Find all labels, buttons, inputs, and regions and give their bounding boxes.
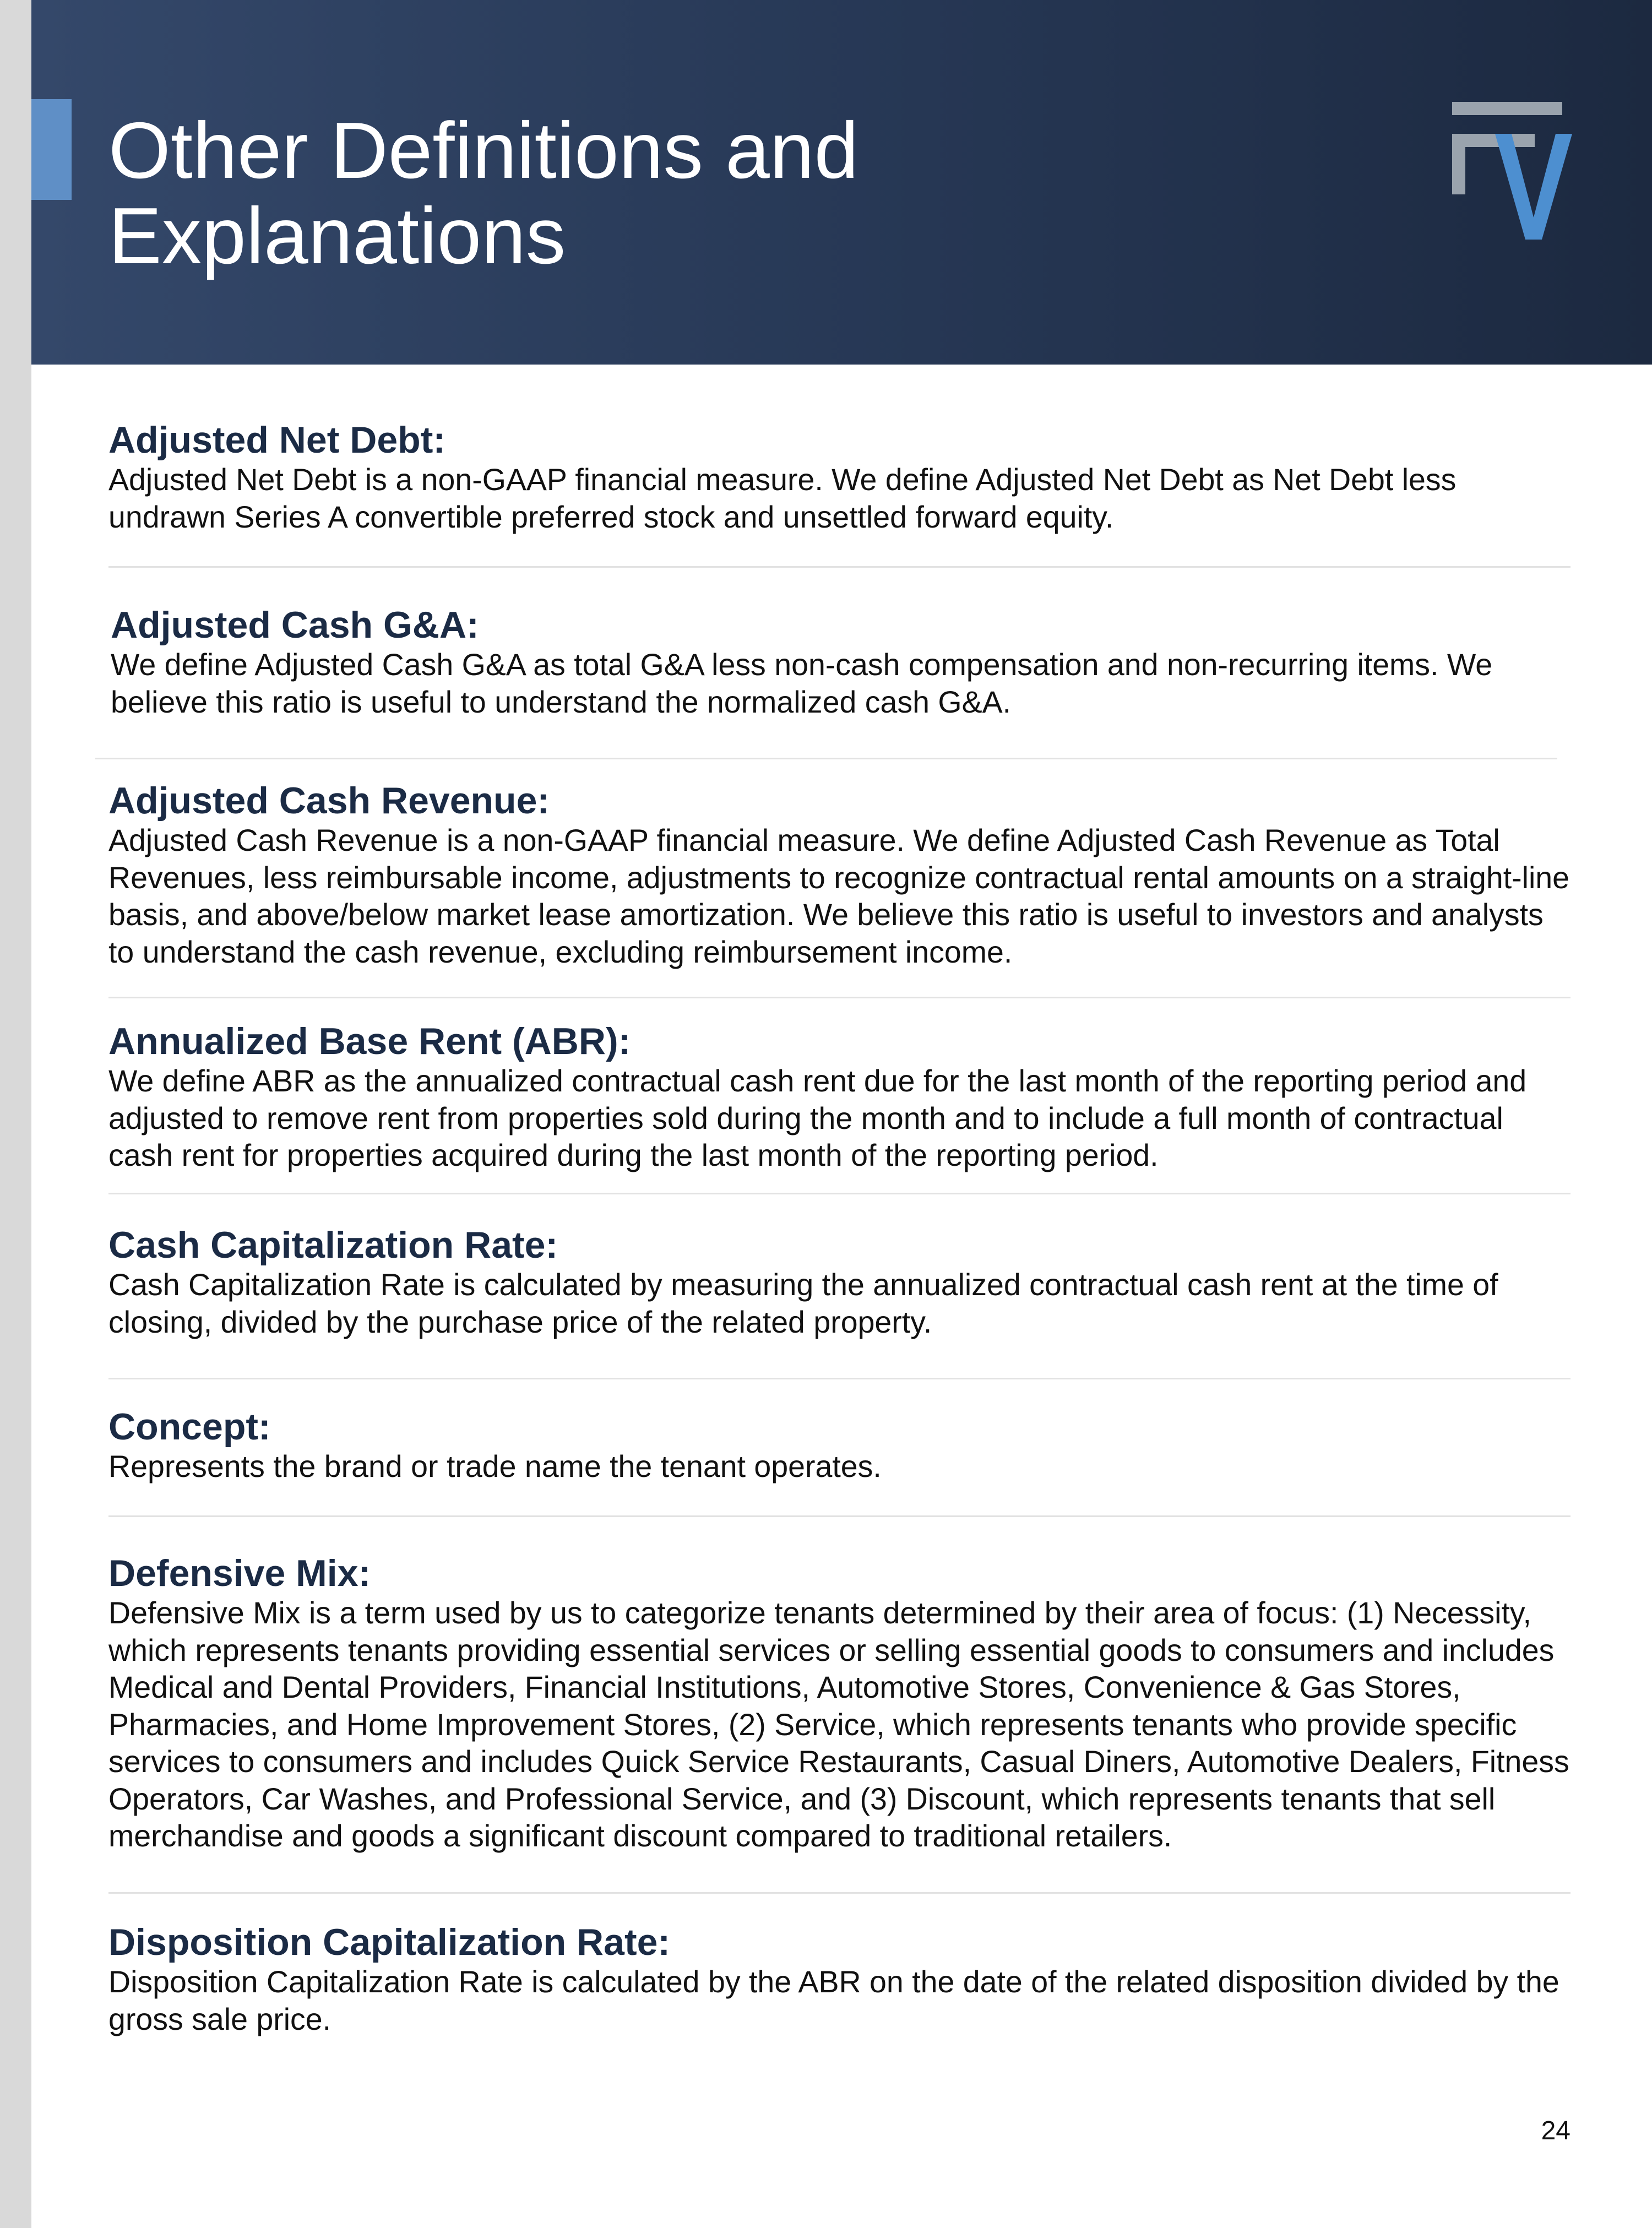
definition-cash-capitalization-rate [108,1224,1571,1341]
definition-concept [108,1405,1571,1486]
definition-heading: Defensive Mix: [108,1552,371,1594]
definition-heading: Disposition Capitalization Rate: [108,1921,671,1963]
definition-heading: Adjusted Cash Revenue: [108,780,550,822]
definition-adjusted-cash-revenue [108,779,1571,971]
definition-body: Defensive Mix is a term used by us to categorize tenants determined by their area of focus: (1) Necessity, which represents tenants providing essential services or selling essential goods to consumers and includes Medical and Dental Providers, Financial Institutions, Automotive Stores, Convenience & Gas Stores, Pharmacies, and Home Improvement Stores, (2) Service, which represents tenants who provide specific services to consumers and includes Quick Service Restaurants, Casual Diners, Automotive Dealers, Fitness Operators, Car Washes, and Professional Service, and (3) Discount, which represents tenants that sell merchandise and goods a significant discount compared to traditional retailers. [108,1596,1569,1853]
definition-body: Disposition Capitalization Rate is calculated by the ABR on the date of the related disposition divided by the gross sale price. [108,1965,1559,2036]
section-divider [108,1515,1571,1517]
header-accent-bar [31,99,72,200]
section-divider [95,758,1557,759]
section-divider [108,1378,1571,1379]
section-divider [108,997,1571,998]
definition-adjusted-cash-ga [111,604,1573,721]
page-title [108,108,1155,279]
definition-heading: Adjusted Net Debt: [108,419,445,461]
definition-body: We define Adjusted Cash G&A as total G&A less non-cash compensation and non-recurring items. We believe this ratio is useful to understand the normalized cash G&A. [111,648,1493,719]
fv-logo-icon [1452,102,1612,248]
left-margin-strip [0,0,31,2228]
definition-disposition-capitalization-rate [108,1921,1571,2038]
page-title-line-2: Explanations [108,191,566,280]
definition-body: Adjusted Cash Revenue is a non-GAAP financial measure. We define Adjusted Cash Revenue as Total Revenues, less reimbursable income, adjustments to recognize contractual rental amounts on a straight-line basis, and above/below market lease amortization. We believe this ratio is useful to investors and analysts to understand the cash revenue, excluding reimbursement income. [108,823,1570,969]
definition-heading: Annualized Base Rent (ABR): [108,1020,631,1062]
definition-heading: Adjusted Cash G&A: [111,604,479,646]
definition-heading: Cash Capitalization Rate: [108,1224,558,1266]
section-divider [108,566,1571,568]
page-header [31,0,1652,365]
definition-body: Adjusted Net Debt is a non-GAAP financial measure. We define Adjusted Net Debt as Net Debt less undrawn Series A convertible preferred stock and unsettled forward equity. [108,463,1457,534]
section-divider [108,1193,1571,1194]
page-number: 24 [1541,2116,1571,2145]
definition-body: Cash Capitalization Rate is calculated by measuring the annualized contractual cash rent at the time of closing, divided by the purchase price of the related property. [108,1268,1498,1339]
definition-defensive-mix [108,1552,1571,1855]
definition-body: Represents the brand or trade name the tenant operates. [108,1449,882,1483]
definition-annualized-base-rent [108,1020,1571,1175]
definition-body: We define ABR as the annualized contractual cash rent due for the last month of the reporting period and adjusted to remove rent from properties sold during the month and to include a full month of contractual cash rent for properties acquired during the last month of the reporting period. [108,1064,1527,1172]
page-title-line-1: Other Definitions and [108,106,859,195]
definition-adjusted-net-debt [108,419,1571,536]
section-divider [108,1892,1571,1894]
definition-heading: Concept: [108,1406,271,1448]
